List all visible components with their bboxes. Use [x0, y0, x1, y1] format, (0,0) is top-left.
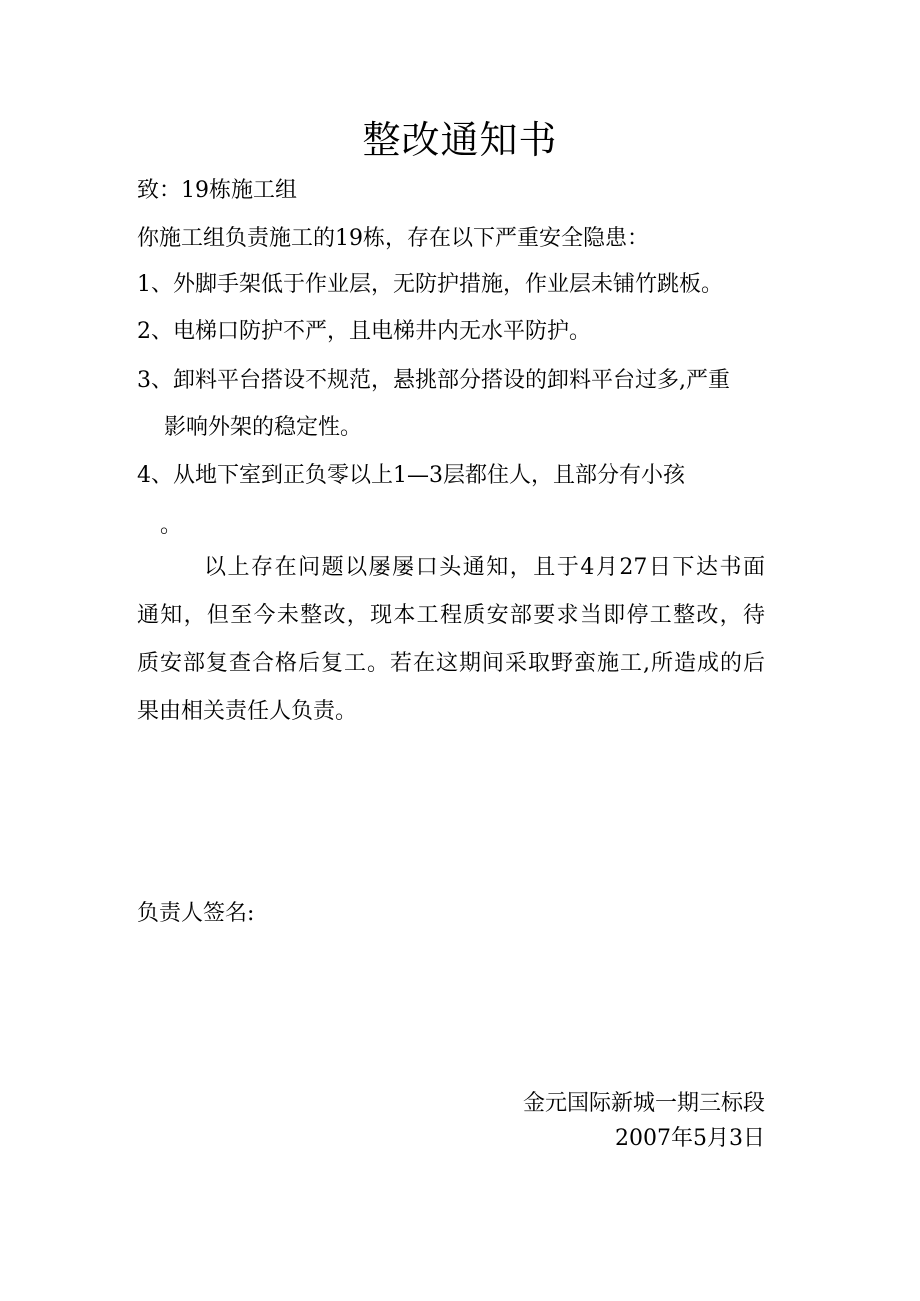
signature-label: 负责人签名: — [137, 901, 255, 926]
addressee-line: 致：19栋施工组 — [137, 178, 297, 203]
issue-date: 2007年5月3日 — [615, 1126, 765, 1151]
body-line-1: 以上存在问题以屡屡口头通知，且于4月27日下达书面 — [204, 555, 765, 580]
issue-item-3-line-1: 3、卸料平台搭设不规范，悬挑部分搭设的卸料平台过多,严重 — [137, 368, 730, 393]
issue-item-2: 2、电梯口防护不严，且电梯井内无水平防护。 — [137, 319, 591, 344]
body-line-3: 质安部复查合格后复工。若在这期间采取野蛮施工,所造成的后 — [137, 651, 765, 676]
body-line-2: 通知，但至今未整改，现本工程质安部要求当即停工整改，待 — [137, 603, 765, 628]
issue-item-1: 1、外脚手架低于作业层，无防护措施，作业层未铺竹跳板。 — [137, 272, 723, 297]
issue-item-4-line-2: 。 — [160, 513, 183, 538]
issue-item-3-line-2: 影响外架的稳定性。 — [164, 415, 363, 440]
document-title: 整改通知书 — [362, 118, 558, 162]
issuer-name: 金元国际新城一期三标段 — [522, 1091, 765, 1116]
issue-item-4-line-1: 4、从地下室到正负零以上1—3层都住人，且部分有小孩 — [137, 463, 685, 488]
intro-line: 你施工组负责施工的19栋，存在以下严重安全隐患： — [137, 226, 649, 251]
body-line-4: 果由相关责任人负责。 — [137, 699, 358, 724]
